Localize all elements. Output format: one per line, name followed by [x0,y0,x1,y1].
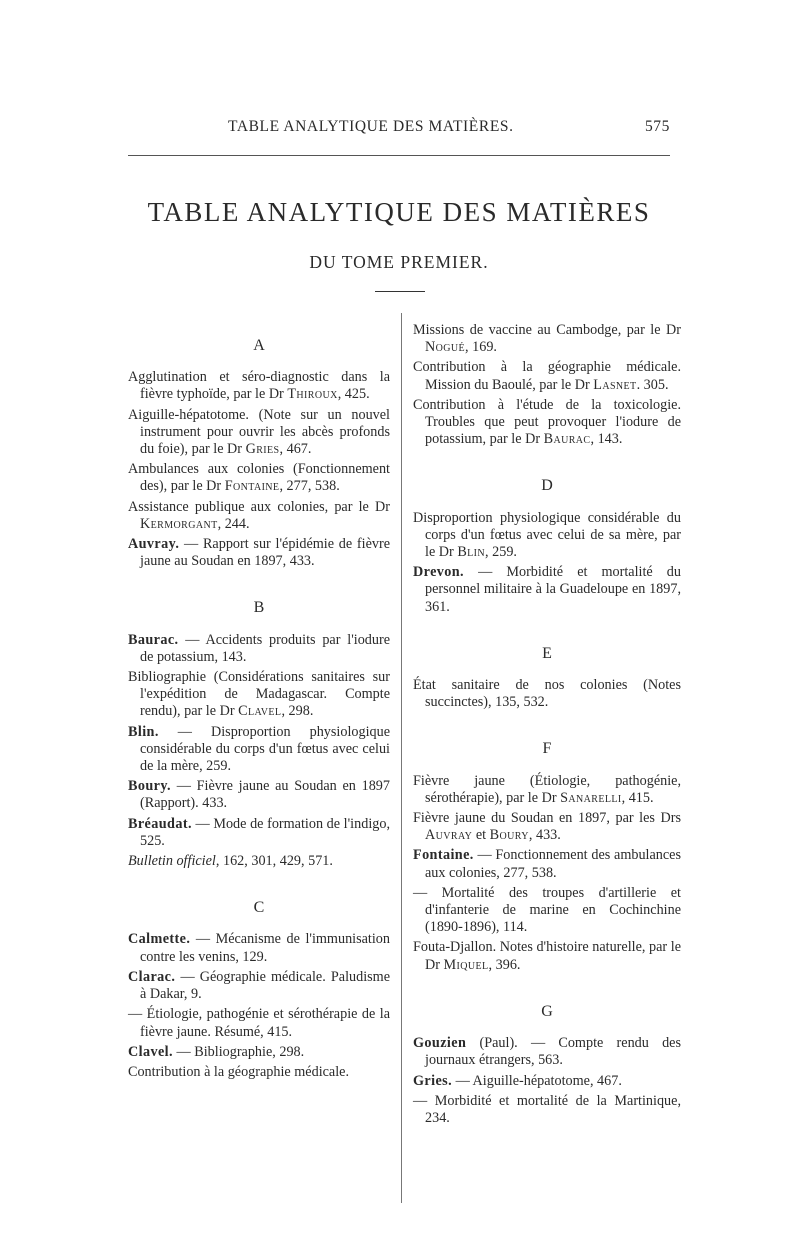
index-entry [128,536,390,570]
section-letter-a: A [253,337,265,354]
entry-pages: , 298. [281,703,314,720]
entry-text: Fièvre jaune (Étiologie, pathogénie, sérothérapie), par le Dr [413,772,681,806]
index-entry [413,773,681,807]
entry-text: — Morbidité et mortalité du personnel militaire à la Guadeloupe en 1897, 361. [425,564,681,615]
index-entry [413,1093,681,1127]
entry-text: Contribution à l'étude de la toxicologie. Troubles que peut provoquer l'iodure de potassium, par le Dr [413,396,681,448]
entry-text: — Accidents produits par l'iodure de potassium, 143. [140,631,390,665]
entry-text: Assistance publique aux colonies, par le Dr [128,498,390,515]
entry-text: — Bibliographie, 298. [172,1043,305,1060]
entry-text: (Paul). — Compte rendu des journaux étrangers, 563. [425,1035,681,1069]
entry-text: — Mécanisme de l'immunisation contre les venins, 129. [140,931,390,965]
entry-author: Fontaine [224,478,280,495]
index-entry [128,499,390,533]
entry-text: Fièvre jaune du Soudan en 1897, par les Drs [413,810,681,827]
entry-headword: Blin. [128,723,159,740]
entry-headword: Fontaine. [413,847,474,864]
entry-pages: , 169. [465,339,497,356]
index-entry [128,407,390,459]
page-number: 575 [644,118,670,135]
index-entry [413,677,681,711]
entry-headword: Calmette. [128,931,191,948]
entry-pages: , 277, 538. [279,478,340,495]
entry-text: Aiguille-hépatotome. (Note sur un nouvel instrument pour ouvrir les abcès profonds du foie), par le Dr [128,406,390,458]
entry-text: — Morbidité et mortalité de la Martinique, 234. [413,1092,681,1126]
index-entry [413,810,681,844]
page-subtitle: DU TOME PREMIER. [309,252,489,272]
entry-text: Agglutination et séro-diagnostic dans la fièvre typhoïde, par le Dr [128,369,390,403]
entry-headword: Gries. [413,1072,453,1089]
index-entry [128,669,390,721]
index-entry [128,778,390,812]
entry-text: — Géographie médicale. Paludisme à Dakar, 9. [140,968,390,1003]
entry-text: — Rapport sur l'épidémie de fièvre jaune au Soudan en 1897, 433. [140,536,390,570]
entry-pages: , 143. [590,431,623,448]
entry-author: Kermorgant [140,515,218,532]
section-letter-d: D [541,477,553,495]
entry-author: Thiroux [287,386,338,403]
index-entry [413,939,681,973]
entry-text: Contribution à la géographie médicale. Mission du Baoulé, par le Dr [413,359,681,393]
entry-headword: Bréaudat. [128,815,192,832]
entry-headword: Drevon. [413,564,465,581]
entry-pages: , 433. [528,827,561,844]
section-letter-b: B [253,599,265,617]
index-entry [128,632,390,666]
left-column [128,337,390,1084]
index-entry [128,969,390,1003]
entry-pages: , 415. [621,789,654,806]
index-entry [413,885,681,937]
entry-author: Lasnet [593,376,637,393]
entry-author: Nogué [425,339,466,356]
running-title: TABLE ANALYTIQUE DES MATIÈRES. [228,118,514,135]
entry-text: Disproportion physiologique considérable du corps d'un fœtus avec celui de sa mère, par le Dr [413,509,681,561]
entry-text: — Mortalité des troupes d'artillerie et d'infanterie de marine en Cochinchine (1890-1896), 114. [413,884,681,936]
entry-text: — Disproportion physiologique considérable du corps d'un fœtus avec celui de la mère, 259. [140,723,390,775]
index-entry [128,816,390,850]
index-entry [413,847,681,881]
title-rule [375,291,425,292]
entry-headword: Auvray. [128,536,180,553]
entry-headword: Clarac. [128,968,176,985]
entry-text: Contribution à la géographie médicale. [128,1063,350,1080]
entry-pages: , 259. [485,544,517,561]
entry-text: Fouta-Djallon. Notes d'histoire naturelle, par le Dr [413,939,681,973]
entry-text: , 162, 301, 429, 571. [215,853,333,870]
entry-pages: . 305. [636,376,669,393]
index-entry [128,1064,390,1081]
entry-text: et [472,827,490,844]
entry-pages: , 467. [279,441,312,458]
index-entry [128,931,390,965]
column-divider [401,313,402,1203]
entry-author: Sanarelli [560,789,622,806]
entry-pages: , 244. [217,515,250,532]
section-letter-c: C [253,899,265,917]
index-entry [128,1006,390,1040]
entry-author: Auvray [425,827,473,844]
index-entry [413,564,681,616]
index-entry [413,1035,681,1069]
entry-text: — Mode de formation de l'indigo, 525. [140,815,390,849]
section-letter-g: G [541,1002,553,1020]
entry-headword: Clavel. [128,1043,173,1060]
entry-text: Bibliographie (Considérations sanitaires sur l'expédition de Madagascar. Compte rendu), par le Dr [128,669,390,720]
entry-author: Miquel [443,956,489,973]
entry-author: Blin [457,544,486,561]
entry-text: — Étiologie, pathogénie et sérothérapie de la fièvre jaune. Résumé, 415. [128,1006,390,1040]
entry-author: Baurac [543,431,591,448]
index-entry [413,322,681,356]
index-entry [413,397,681,449]
entry-text: Ambulances aux colonies (Fonctionnement des), par le Dr [128,461,390,495]
entry-author: Boury [489,827,529,844]
index-entry [128,461,390,495]
index-entry [128,369,390,403]
entry-author: Gries [245,441,280,458]
section-letter-f: F [542,740,552,758]
index-entry [128,853,390,870]
entry-italic-title: Bulletin officiel [128,853,216,870]
index-entry [128,724,390,776]
index-entry [413,359,681,393]
entry-text: Missions de vaccine au Cambodge, par le Dr [413,322,681,338]
entry-headword: Boury. [128,778,172,795]
entry-text: État sanitaire de nos colonies (Notes succinctes), 135, 532. [413,677,681,711]
page-title: TABLE ANALYTIQUE DES MATIÈRES [147,197,651,227]
entry-headword: Baurac. [128,631,179,648]
index-entry [413,510,681,562]
entry-pages: , 396. [488,956,521,973]
header-rule [128,155,670,156]
entry-text: — Fièvre jaune au Soudan en 1897 (Rapport). 433. [140,778,390,812]
index-entry [128,1044,390,1061]
entry-text: — Aiguille-hépatotome, 467. [452,1072,622,1089]
entry-text: — Fonctionnement des ambulances aux colonies, 277, 538. [425,847,681,881]
section-letter-e: E [542,644,552,662]
entry-pages: , 425. [337,386,370,403]
index-entry [413,1073,681,1090]
right-column [413,322,681,1130]
running-head [128,114,670,142]
entry-headword: Gouzien [413,1035,467,1052]
entry-author: Clavel [238,703,282,720]
